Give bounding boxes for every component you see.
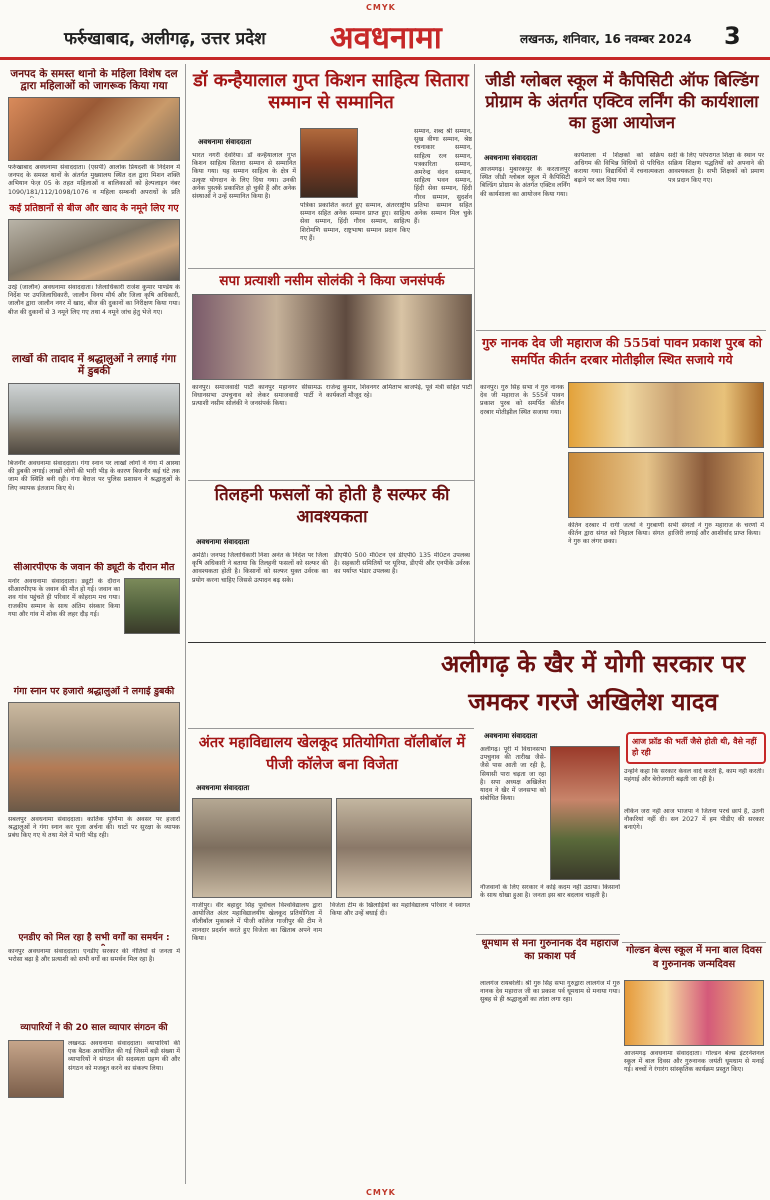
right-headline-1: जीडी ग्लोबल स्कूल में कैपिसिटी ऑफ बिल्डिंग प्रोग्राम के अंतर्गत एक्टिव लर्निंग की कार्यशाला का हुआ आयोजन [485,71,759,132]
left-story-6: कानपुर अवधनामा संवाददाता। एनडीए सरकार की नीतियों से जनता में भरोसा बढ़ा है और प्रत्याशी को सभी वर्गों का समर्थन मिल रहा है। [8,948,180,964]
rule [476,934,620,935]
left-headline-1: जनपद के समस्त थानो के महिला विशेष दल द्वारा महिलाओं को जागरूक किया गया [10,68,178,92]
right-byline-1: अवधनामा संवाददाता [484,154,538,162]
right-story-2a: कानपुर। गुरु सिंह सभा ने गुरु नानक देव जी महाराज के 555वें पावन प्रकाश पुरब को समर्पित कीर्तन दरबार मोतीझील स्थित सजाया गया। [480,384,564,416]
left-headline-3: लाखों की तादाद में श्रद्धालुओं ने लगाई गंगा में डुबकी [11,353,177,377]
volleyball-winners-photo [336,798,472,898]
right-story-1a: आजमगढ़। मुबारकपुर के करतालपुर स्थित जीडी ग्लोबल स्कूल में कैपिसिटी बिल्डिंग प्रोग्राम के अंतर्गत एक्टिव लर्निंग की कार्यशाला का आयोजन किया गया। [480,166,570,198]
center-story-3b: डीएपी0 500 मी0टन एवं डीएपी0 135 मी0टन उपलब्ध है। सहकारी समितियों पर यूरिया, डीएपी और एनपीके उर्वरक का पर्याप्त भंडार उपलब्ध है। [334,552,470,576]
edition-label: फर्रुखाबाद, अलीगढ़, उत्तर प्रदेश [64,29,266,49]
center-story-1b: पत्रिका प्रकाशित करते हुए सम्मान, अंतरराष्ट्रीय सम्मान सहित अनेक सम्मान प्राप्त हुए। साहित्य सेवा सम्मान, हिंदी गौरव सम्मान, साहित्य शिरोमणि सम्मान, राष्ट्रभाषा सम्मान प्रदान किए गए हैं। [300,202,410,242]
police-women-photo [8,97,180,161]
center-headline-3: तिलहनी फसलों को होती है सल्फर की आवश्यकता [214,485,450,527]
right-story-1c: सदी के लिए परंपरागत शिक्षा के स्थान पर सक्रिय शिक्षण पद्धतियों को अपनाने की आवश्यकता है। सभी शिक्षकों को प्रमाण पत्र प्रदान किए गए। [668,152,764,184]
left-story-1: फर्रुखाबाद अवधनामा संवाददाता। (एसपी) आलोक प्रियदर्शी के निर्देशन में जनपद के समस्त थानों के अंतर्गत मुख्यालय स्थित दल द्वारा मिशन शक्ति अभियान फेज़ 05 के तहत महिलाओं व बालिकाओं को हेल्पलाइन नंबर 1090/181/112/1098/1076 व महिला सम्बन्धी अपराधों के प्रति [8,164,180,196]
rule [622,942,766,943]
left-headline-2: कई प्रतिष्ठानों से बीज और खाद के नमूने लिए गए [9,203,179,214]
left-headline-7: व्यापारियों ने की 20 साल व्यापार संगठन की [20,1023,168,1033]
seed-shop-inspection-photo [8,219,180,281]
left-story-5: सबलपुर अवधनामा संवाददाता। कार्तिक पूर्णिमा के अवसर पर हजारों श्रद्धालुओं ने गंगा स्नान कर पूजा अर्चना की। घाटों पर सुरक्षा के व्यापक प्रबंध किए गए थे तथा मेले में भारी भीड़ रही। [8,816,180,840]
akhilesh-yadav-rally-photo [550,746,620,880]
akhilesh-headline: अलीगढ़ के खैर में योगी सरकार पर जमकर गरजे अखिलेश यादव [440,649,746,716]
right-story-5: आजमगढ़ अवधनामा संवाददाता। गोल्डन बेल्स इंटरनेशनल स्कूल में बाल दिवस और गुरुनानक जयंती धूमधाम से मनाई गई। बच्चों ने रंगारंग सांस्कृतिक कार्यक्रम प्रस्तुत किए। [624,1050,764,1074]
newspaper-logo: अवधनामा [330,20,442,56]
masthead [0,12,770,60]
left-headline-4: सीआरपीएफ के जवान की ड्यूटी के दौरान मौत [13,562,175,573]
crpf-jawan-photo [124,578,180,634]
left-story-3: बिजनौर अवधनामा संवाददाता। गंगा स्नान पर लाखों लोगों ने गंगा में आस्था की डुबकी लगाई। लाखों लोगों की भारी भीड़ के कारण बिजनौर कई घंटे तक जाम की स्थिति बनी रही। गंगा बैराज पर पुलिस प्रशासन ने श्रद्धालुओं के लिए व्यापक इंतजाम किए थे। [8,460,180,492]
devotees-bathing-photo [8,702,180,812]
center-byline-3: अवधनामा संवाददाता [196,538,250,546]
rule [188,728,474,729]
right-story-1b: कार्यशाला में शिक्षकों को सक्रिय अधिगम की विभिन्न विधियों से परिचित कराया गया। विद्यार्थियों में रचनात्मकता बढ़ाने पर बल दिया गया। [574,152,664,184]
dateline: लखनऊ, शनिवार, 16 नवम्बर 2024 [520,32,692,46]
center-byline-4: अवधनामा संवाददाता [196,784,250,792]
column-rule-right-top [474,64,475,644]
left-story-2: उरई (जालौन) अवधनामा संवाददाता। जिलाधिकारी राजेश कुमार पाण्डेय के निर्देश पर उपजिलाधिकारी, जालौन विनय मौर्य और जिला कृषि अधिकारी, जालौन द्वारा जालौन नगर में खाद, बीज की दुकानों का निरीक्षण किया गया। बीज की दुकानों से 3 नमूने लिए गए तथा 4 नमूने जांच हेतु भेजे गए। [8,284,180,316]
kirtan-darbar-photo-2 [568,452,764,518]
traders-portrait-photo [8,1040,64,1098]
right-headline-2: गुरु नानक देव जी महाराज की 555वां पावन प्रकाश पुरब को समर्पित कीर्तन दरबार मोतीझील स्थित सजाये गये [482,335,762,367]
center-byline-1: अवधनामा संवाददाता [198,138,252,146]
right-story-3b: नौजवानों के लिए सरकार ने कोई कदम नहीं उठाया। किसानों के साथ धोखा हुआ है। जनता इस बार बदलाव चाहती है। [480,884,620,900]
page-number: 3 [724,22,741,50]
left-story-7: लखनऊ अवधनामा संवाददाता। व्यापारियों की एक बैठक आयोजित की गई जिसमें बड़ी संख्या में व्यापारियों ने संगठन की सदस्यता ग्रहण की और संगठन को मजबूत करने का संकल्प लिया। [68,1040,180,1072]
right-story-3d: लेकिन जरा नहीं आज भाजपा ने जितना परचे छापे हैं, उतनी नौकरियां नहीं दी। सन 2027 में हम पीडीए की सरकार बनाएंगे। [624,808,764,832]
rule [188,480,474,481]
rule [188,268,474,269]
center-story-3a: अमेठी। जनपद जिलाधिकारी निशा अनंत के निर्देश पर जिला कृषि अधिकारी ने बताया कि तिलहनी फसलों को सल्फर की आवश्यकता होती है। किसानों को सल्फर युक्त उर्वरक का प्रयोग करना चाहिए जिससे उत्पादन बढ़ सके। [192,552,328,584]
sp-candidate-campaign-photo [192,294,472,380]
kanhaiyalal-portrait-photo [300,128,358,198]
center-story-2b: राजेन्द्र कुमार, शिवनगर अमिताभ बाजपेई, पूर्व मंत्री सहित पार्टी कार्यकर्ता मौजूद रहे। [326,384,472,400]
center-story-2a: कानपुर। समाजवादी पार्टी कानपुर महानगर सीसामऊ विधानसभा उपचुनाव को लेकर समाजवादी पार्टी ने प्रत्याशी नसीम सोलंकी ने जनसंपर्क किया। [192,384,322,408]
right-story-4: लालगंज रायबरेली। श्री गुरु सिंह सभा गुरुद्वारा लालगंज में गुरु नानक देव महाराज जी का प्रकाश पर्व धूमधाम से मनाया गया। सुबह से ही श्रद्धालुओं का तांता लगा रहा। [480,980,620,1004]
ganga-snan-crowd-photo [8,383,180,455]
right-story-3c: उन्होंने कहा कि सरकार केवल वादे करती है, काम नहीं करती। महंगाई और बेरोजगारी बढ़ती जा रही है। [624,768,764,784]
cmyk-bottom-marker: CMYK [366,1188,396,1197]
rule [188,642,766,643]
center-story-1a: भारत नगरी देवरिया। डॉ कन्हैयालाल गुप्त किशन साहित्य सितारा सम्मान से सम्मानित किया गया। यह सम्मान साहित्य के क्षेत्र में उत्कृष्ट योगदान के लिए दिया गया। उनकी अनेक पुस्तकें प्रकाशित हो चुकी हैं और अनेक संस्थाओं ने उन्हें सम्मानित किया है। [192,152,296,201]
center-headline-4: अंतर महाविद्यालय खेलकूद प्रतियोगिता वॉलीबॉल में पीजी कॉलेज बना विजेता [198,734,466,773]
rule [476,330,766,331]
volleyball-team-photo [192,798,332,898]
right-story-2c: सभी संगतों ने गुरु महाराज के चरणों में हाजिरी लगाई और आशीर्वाद प्राप्त किया। [668,522,764,538]
center-headline-1: डॉ कन्हैयालाल गुप्त किशन साहित्य सितारा सम्मान से सम्मानित [193,70,469,113]
center-story-1c: सम्मान, शब्द श्री सम्मान, सुख वीणा सम्मान, श्रेष्ठ रचनाकार सम्मान, साहित्य रत्न सम्मान, पत्रकारिता सम्मान, अमरेन्द्र वंदन सम्मान, साहित्य भवन सम्मान, हिंदी सेवा सम्मान, हिंदी गौरव सम्मान, सुदर्शन प्रतिभा सम्मान सहित अनेक सम्मान मिल चुके हैं। [414,128,472,226]
center-story-4a: गाजीपुर। वीर बहादुर सिंह पूर्वांचल विश्वविद्यालय द्वारा आयोजित अंतर महाविद्यालयीय खेलकूद प्रतियोगिता में वॉलीबॉल मुकाबले में पीजी कॉलेज गाजीपुर की टीम ने शानदार प्रदर्शन करते हुए विजेता का खिताब अपने नाम किया। [192,902,322,942]
left-headline-5: गंगा स्नान पर हजारो श्रद्धालुओं ने लगाई डुबकी [13,686,175,697]
right-headline-5: गोल्डन बेल्स स्कूल में मना बाल दिवस व गुरुनानक जन्मदिवस [626,945,762,970]
right-headline-4: धूमधाम से मना गुरुनानक देव महाराज का प्रकाश पर्व [481,938,619,962]
right-story-3a: अलीगढ़। पूरी में विधानसभा उपचुनाव की तारीख जैसे-जैसे पास आती जा रही है, सियासी पारा चढ़ता जा रहा है। सपा अध्यक्ष अखिलेश यादव ने खैर में जनसभा को संबोधित किया। [480,746,546,803]
right-byline-3: अवधनामा संवाददाता [484,732,538,740]
childrens-day-photo [624,980,764,1046]
quote-box: आज फ्रॉड की भर्ती जैसे होती थी, वैसे नहीं हो रही [626,732,766,764]
center-story-4b: विजेता टीम के खिलाड़ियों का महाविद्यालय परिवार ने स्वागत किया और उन्हें बधाई दी। [330,902,470,918]
kirtan-darbar-photo-1 [568,382,764,448]
cmyk-top-marker: CMYK [366,3,396,12]
right-story-2b: कीर्तन दरबार में रागी जत्थों ने गुरबाणी कीर्तन द्वारा संगत को निहाल किया। संगत ने गुरु का लंगर छका। [568,522,664,546]
left-story-4: मनोर अवधनामा संवाददाता। ड्यूटी के दौरान सीआरपीएफ के जवान की मौत हो गई। जवान का शव गांव पहुंचते ही परिवार में कोहराम मच गया। राजकीय सम्मान के साथ अंतिम संस्कार किया गया और गांव में शोक की लहर दौड़ गई। [8,578,120,618]
left-headline-6: एनडीए को मिल रहा है सभी वर्गों का समर्थन : [18,933,170,943]
column-rule-left [185,64,186,1184]
center-headline-2: सपा प्रत्याशी नसीम सोलंकी ने किया जनसंपर्क [219,273,445,289]
